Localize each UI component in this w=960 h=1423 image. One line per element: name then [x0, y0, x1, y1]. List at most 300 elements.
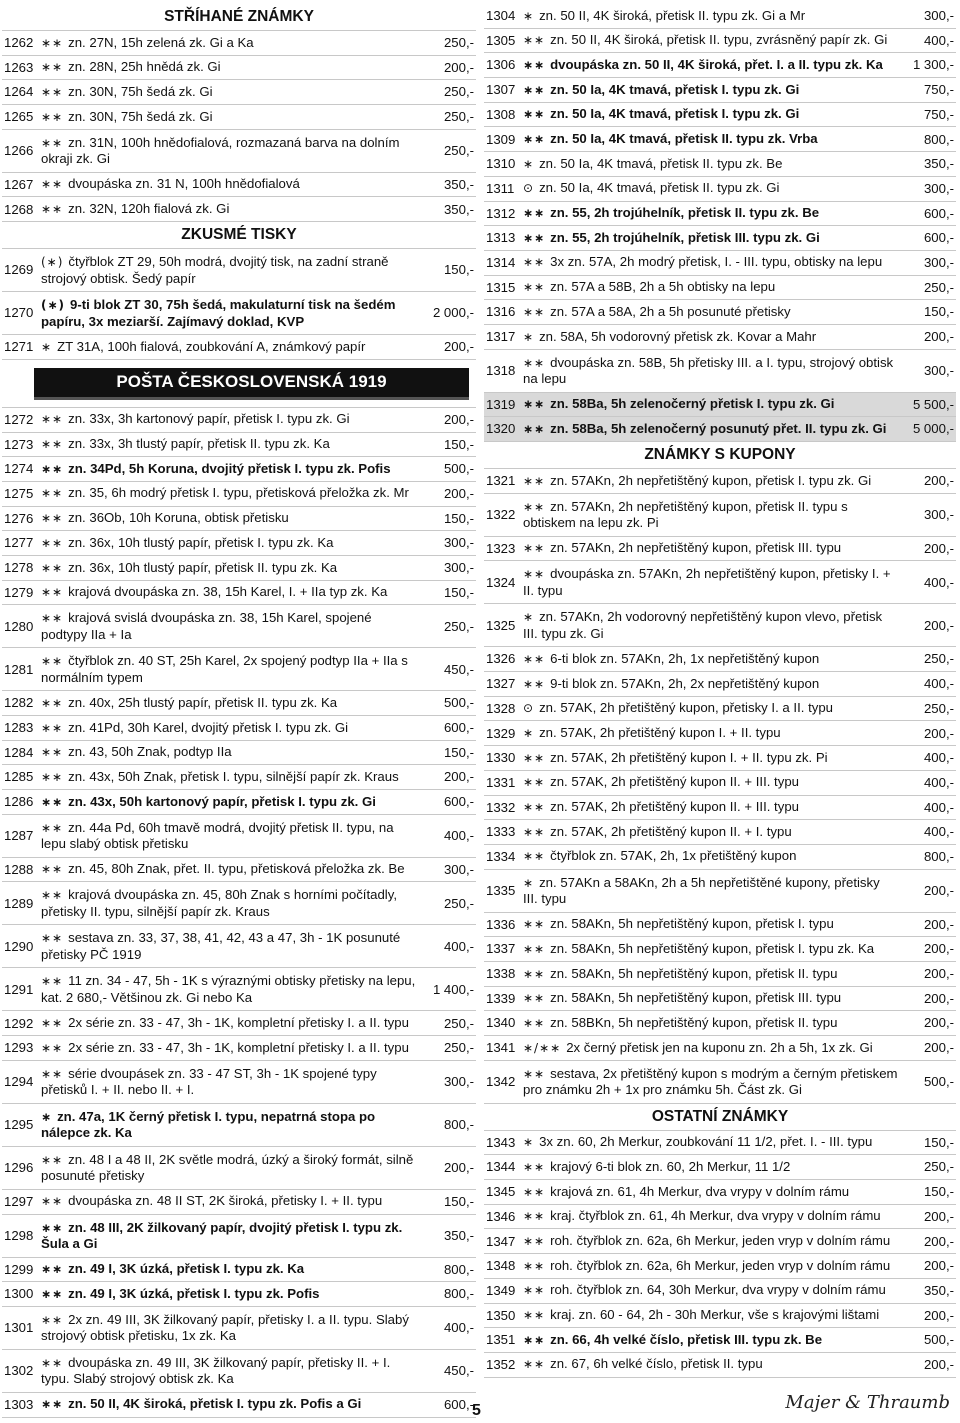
lot-price: 150,- — [923, 304, 954, 320]
lot-price: 200,- — [923, 1233, 954, 1249]
lot-row — [484, 494, 956, 537]
condition-mark: ∗∗ — [523, 280, 546, 295]
lot-row — [2, 556, 476, 581]
signature: Majer & Thraumb — [785, 1392, 950, 1413]
lot-row — [484, 937, 956, 962]
lot-description-cell — [38, 84, 418, 101]
lot-price: 200,- — [443, 1160, 474, 1176]
lot-number: 1300 — [4, 1286, 34, 1302]
condition-mark: ∗∗ — [523, 304, 546, 319]
lot-description-cell — [38, 584, 418, 601]
lot-description-cell — [520, 1184, 898, 1201]
lot-description: zn. 58Ba, 5h zelenočerný přetisk I. typu zk. Gi — [550, 396, 835, 412]
lot-number: 1311 — [486, 180, 515, 196]
lot-description-cell — [38, 436, 418, 453]
condition-mark: ∗∗ — [41, 974, 64, 989]
lot-number: 1332 — [486, 799, 516, 815]
lot-row — [484, 962, 956, 987]
lot-price: 400,- — [923, 574, 954, 590]
lot-number: 1284 — [4, 744, 34, 760]
lot-row — [2, 1215, 476, 1258]
lot-row — [484, 1254, 956, 1279]
condition-mark: ∗∗ — [523, 991, 546, 1006]
lot-row — [484, 1279, 956, 1304]
condition-mark: ∗∗ — [41, 1040, 64, 1055]
lot-description-cell — [38, 1066, 418, 1098]
condition-mark: ∗∗ — [41, 1262, 64, 1277]
lot-description-cell — [38, 35, 418, 52]
lot-price: 800,- — [443, 1117, 474, 1133]
lot-number: 1344 — [486, 1159, 516, 1175]
lot-price: 800,- — [923, 131, 954, 147]
lot-description: zn. 31N, 100h hnědofialová, rozmazaná barva na dolním okraji zk. Gi — [41, 134, 400, 167]
lot-number: 1304 — [486, 8, 516, 24]
lot-description: zn. 57AK, 2h přetištěný kupon, přetisky I. a II. typu — [539, 700, 834, 716]
lot-price: 350,- — [443, 201, 474, 217]
lot-description: 2x černý přetisk jen na kuponu zn. 2h a 5h, 1x zk. Gi — [566, 1039, 873, 1055]
lot-description-cell — [520, 82, 898, 99]
lot-price: 150,- — [443, 744, 474, 760]
condition-mark: ∗∗ — [523, 966, 546, 981]
lot-number: 1294 — [4, 1074, 34, 1090]
lot-row — [484, 672, 956, 697]
condition-mark: ∗∗ — [523, 1357, 546, 1372]
lot-number: 1288 — [4, 861, 34, 877]
lot-description-cell — [520, 1282, 898, 1299]
lot-description: zn. 57AKn, 2h nepřetištěný kupon, přetisk I. typu zk. Gi — [550, 472, 872, 488]
condition-mark: ∗∗ — [523, 473, 546, 488]
lot-number: 1308 — [486, 106, 516, 122]
lot-number: 1283 — [4, 720, 34, 736]
lot-description: zn. 57A a 58B, 2h a 5h obtisky na lepu — [550, 279, 776, 295]
lot-price: 150,- — [443, 584, 474, 600]
lot-row — [2, 1036, 476, 1061]
lot-number: 1262 — [4, 35, 34, 51]
lot-price: 350,- — [923, 1282, 954, 1298]
lot-number: 1347 — [486, 1233, 516, 1249]
condition-mark: ∗∗ — [41, 769, 64, 784]
lot-description: 3x zn. 60, 2h Merkur, zoubkování 11 1/2, přet. I. - III. typu — [539, 1134, 873, 1150]
lot-number: 1307 — [486, 82, 516, 98]
lot-price: 300,- — [923, 8, 954, 24]
lot-number: 1277 — [4, 535, 34, 551]
lot-price: 200,- — [923, 990, 954, 1006]
condition-mark: ∗∗ — [523, 824, 546, 839]
lot-number: 1323 — [486, 540, 516, 556]
condition-mark: ∗∗ — [523, 397, 546, 412]
lot-price: 5 500,- — [912, 396, 954, 412]
condition-mark: ∗∗ — [523, 1159, 546, 1174]
lot-description: zn. 40x, 25h tlustý papír, přetisk II. typu zk. Ka — [68, 694, 338, 710]
lot-row — [484, 177, 956, 202]
lot-description-cell — [38, 411, 418, 428]
lot-price: 200,- — [923, 540, 954, 556]
lot-description: zn. 58Ba, 5h zelenočerný posunutý přet. II. typu zk. Gi — [550, 420, 887, 436]
lot-description-cell — [38, 1109, 418, 1141]
lot-number: 1280 — [4, 618, 34, 634]
lot-description: kraj. zn. 60 - 64, 2h - 30h Merkur, vše s krajovými lištami — [550, 1307, 880, 1323]
lot-description: zn. 50 Ia, 4K tmavá, přetisk I. typu zk. Gi — [550, 81, 800, 97]
condition-mark: ∗∗ — [41, 461, 64, 476]
lot-number: 1272 — [4, 411, 34, 427]
lot-description: zn. 49 I, 3K úzká, přetisk I. typu zk. Ka — [68, 1261, 305, 1277]
lot-description: 11 zn. 34 - 47, 5h - 1K s výraznými obtisky přetisky na lepu, kat. 2 680,- Většinou zk. Gi nebo Ka — [41, 973, 416, 1005]
lot-description: zn. 57AKn a 58AKn, 2h a 5h nepřetištěné kupony, přetisky III. typu — [523, 874, 880, 907]
lot-description-cell — [520, 824, 898, 841]
lot-description-cell — [38, 930, 418, 962]
lot-description-cell — [520, 1258, 898, 1275]
lot-price: 350,- — [923, 156, 954, 172]
condition-mark: ∗∗ — [523, 917, 546, 932]
condition-mark: ∗∗ — [41, 177, 64, 192]
lot-number: 1322 — [486, 506, 516, 522]
lot-description-cell — [38, 254, 418, 286]
lot-row — [484, 78, 956, 103]
lot-row — [484, 251, 956, 276]
lot-description-cell — [38, 887, 418, 919]
lot-row — [484, 845, 956, 870]
lot-price: 2 000,- — [432, 305, 474, 321]
lot-description-cell — [38, 176, 418, 193]
lot-number: 1267 — [4, 176, 34, 192]
lot-price: 150,- — [923, 1184, 954, 1200]
lot-number: 1290 — [4, 938, 34, 954]
lot-description: sestava, 2x přetištěný kupon s modrým a černým přetiskem pro známku 2h + 1x pro známku 5h. Část zk. Gi — [523, 1065, 898, 1098]
lot-price: 200,- — [923, 725, 954, 741]
lot-description-cell — [520, 304, 898, 321]
lot-price: 400,- — [923, 824, 954, 840]
lot-description: zn. 48 I a 48 II, 2K světle modrá, úzký a široký formát, silně posunuté přetisky — [41, 1151, 414, 1184]
condition-mark: ∗∗ — [41, 1152, 64, 1167]
condition-mark: ∗∗ — [523, 775, 546, 790]
lot-row — [484, 350, 956, 393]
lot-price: 250,- — [443, 109, 474, 125]
lot-description-cell — [520, 180, 898, 197]
lot-description-cell — [520, 875, 898, 907]
lot-description: zn. 58AKn, 5h nepřetištěný kupon, přetisk II. typu — [550, 965, 838, 981]
condition-mark: ∗∗ — [41, 1194, 64, 1209]
lot-price: 350,- — [443, 176, 474, 192]
condition-mark: ∗∗ — [41, 585, 64, 600]
condition-mark: ∗∗ — [523, 651, 546, 666]
lot-price: 200,- — [923, 473, 954, 489]
lot-description-cell — [38, 461, 418, 478]
lot-number: 1301 — [4, 1320, 34, 1336]
lot-row — [2, 482, 476, 507]
condition-mark: ∗ — [41, 339, 53, 354]
lot-description-cell — [38, 1193, 418, 1210]
lot-description-cell — [38, 1396, 418, 1413]
condition-mark: ∗∗ — [523, 355, 546, 370]
lot-number: 1326 — [486, 651, 516, 667]
lot-row — [484, 226, 956, 251]
lot-description: zn. 57AK, 2h přetištěný kupon I. + II. typu zk. Pi — [550, 749, 828, 765]
lot-description-cell — [38, 1152, 418, 1184]
lot-row — [2, 790, 476, 815]
lot-description: zn. 48 III, 2K žilkovaný papír, dvojitý přetisk I. typu zk. Šula a Gi — [41, 1219, 403, 1251]
lot-price: 400,- — [923, 799, 954, 815]
lot-row — [2, 968, 476, 1011]
lot-number: 1268 — [4, 201, 34, 217]
lot-description-cell — [520, 990, 898, 1007]
lot-price: 250,- — [443, 895, 474, 911]
condition-mark: ∗∗ — [523, 107, 546, 122]
condition-mark: ∗∗ — [523, 1332, 546, 1347]
lot-number: 1339 — [486, 990, 516, 1006]
lot-row — [2, 507, 476, 532]
lot-description: 2x zn. 49 III, 3K žilkovaný papír, přetisky I. a II. typu. Slabý strojový obtisk přetisku, 1x zk. Ka — [41, 1311, 409, 1344]
lot-row — [2, 31, 476, 56]
lot-number: 1315 — [486, 279, 516, 295]
lot-description: zn. 50 Ia, 4K tmavá, přetisk I. typu zk. Gi — [550, 106, 800, 122]
lot-number: 1298 — [4, 1227, 34, 1243]
condition-mark: ⊙ — [523, 181, 535, 196]
lot-row — [2, 457, 476, 482]
lot-description-cell — [520, 156, 898, 173]
condition-mark: ∗∗ — [41, 611, 64, 626]
page-number: 5 — [472, 1402, 481, 1419]
lot-description: roh. čtyřblok zn. 62a, 6h Merkur, jeden vryp v dolním rámu — [550, 1233, 891, 1249]
lot-description-cell — [38, 610, 418, 642]
lot-description: zn. 36Ob, 10h Koruna, obtisk přetisku — [68, 510, 289, 526]
lot-price: 200,- — [923, 941, 954, 957]
lot-price: 200,- — [443, 339, 474, 355]
condition-mark: ∗∗ — [41, 820, 64, 835]
lot-description: zn. 35, 6h modrý přetisk I. typu, přetisková přeložka zk. Mr — [68, 485, 409, 501]
condition-mark: ∗∗ — [523, 1015, 546, 1030]
lot-description-cell — [520, 131, 898, 148]
lot-price: 150,- — [443, 436, 474, 452]
lot-description: zn. 33x, 3h kartonový papír, přetisk I. typu zk. Gi — [68, 411, 350, 427]
lot-description: zn. 43x, 50h Znak, přetisk I. typu, silnější papír zk. Kraus — [68, 768, 399, 784]
condition-mark: ∗∗ — [41, 1066, 64, 1081]
condition-mark: ∗∗ — [523, 421, 546, 436]
lot-price: 600,- — [443, 794, 474, 810]
condition-mark: ∗∗ — [41, 1355, 64, 1370]
lot-description-cell — [520, 1233, 898, 1250]
condition-mark: ∗∗ — [523, 676, 546, 691]
condition-mark: ∗∗ — [41, 745, 64, 760]
condition-mark: ∗∗ — [523, 1184, 546, 1199]
lot-description: dvoupáska zn. 49 III, 3K žilkovaný papír, přetisky II. + I. typu. Slabý strojový obtisk zk. Ka — [41, 1354, 391, 1387]
lot-price: 300,- — [443, 535, 474, 551]
lot-description-cell — [520, 750, 898, 767]
lot-description-cell — [520, 966, 898, 983]
lot-number: 1282 — [4, 695, 34, 711]
lot-row — [2, 1258, 476, 1283]
condition-mark: ∗∗ — [523, 541, 546, 556]
lot-row — [484, 1011, 956, 1036]
lot-description-cell — [520, 676, 898, 693]
lot-description-cell — [520, 8, 898, 25]
condition-mark: (∗) — [41, 298, 66, 313]
lot-price: 200,- — [923, 1208, 954, 1224]
lot-number: 1338 — [486, 966, 516, 982]
lot-description: zn. 47a, 1K černý přetisk I. typu, nepatrná stopa po nálepce zk. Ka — [41, 1108, 376, 1141]
condition-mark: ∗∗ — [41, 135, 64, 150]
lot-description-cell — [520, 254, 898, 271]
lot-row — [484, 1328, 956, 1353]
lot-description-cell — [38, 1286, 418, 1303]
lot-number: 1263 — [4, 59, 34, 75]
condition-mark: ∗∗ — [523, 567, 546, 582]
lot-description-cell — [520, 700, 898, 717]
lot-row — [2, 408, 476, 433]
lot-number: 1271 — [4, 339, 34, 355]
lot-row — [484, 103, 956, 128]
lot-description-cell — [38, 59, 418, 76]
lot-description: zn. 57AKn, 2h vodorovný nepřetištěný kupon vlevo, přetisk III. typu zk. Gi — [523, 609, 883, 641]
lot-number: 1274 — [4, 461, 34, 477]
lot-description-cell — [520, 774, 898, 791]
lot-row — [484, 561, 956, 604]
lot-description: krajová dvoupáska zn. 45, 80h Znak s horními počítadly, přetisky II. typu, silnější papír zk. Kraus — [41, 887, 397, 919]
lot-row — [2, 1393, 476, 1418]
right-column — [484, 4, 956, 1378]
lot-description-cell — [520, 396, 898, 413]
lot-row — [484, 152, 956, 177]
lot-number: 1321 — [486, 473, 516, 489]
lot-description-cell — [520, 499, 898, 531]
lot-price: 150,- — [443, 1193, 474, 1209]
lot-description: zn. 43, 50h Znak, podtyp IIa — [68, 744, 232, 760]
lot-number: 1320 — [486, 421, 516, 437]
lot-description-cell — [520, 1307, 898, 1324]
lot-description-cell — [520, 566, 898, 598]
condition-mark: ∗∗ — [41, 1312, 64, 1327]
lot-row — [484, 771, 956, 796]
condition-mark: ∗∗ — [41, 931, 64, 946]
lot-row — [484, 4, 956, 29]
lot-description-cell — [38, 861, 418, 878]
condition-mark: ∗ — [523, 1135, 535, 1150]
lot-price: 300,- — [923, 506, 954, 522]
lot-description-cell — [520, 355, 898, 387]
lot-description-cell — [520, 1208, 898, 1225]
lot-description-cell — [38, 794, 418, 811]
lot-number: 1329 — [486, 725, 516, 741]
lot-row — [484, 469, 956, 494]
lot-price: 150,- — [443, 262, 474, 278]
condition-mark: ∗∗ — [523, 1308, 546, 1323]
lot-description-cell — [38, 973, 418, 1005]
lot-description: zn. 55, 2h trojúhelník, přetisk II. typu zk. Be — [550, 205, 820, 221]
lot-number: 1341 — [486, 1040, 516, 1056]
lot-price: 200,- — [923, 966, 954, 982]
section-heading: OSTATNÍ ZNÁMKY — [484, 1104, 956, 1131]
lot-row — [2, 716, 476, 741]
lot-row — [484, 393, 956, 418]
lot-price: 250,- — [923, 1159, 954, 1175]
lot-price: 500,- — [443, 695, 474, 711]
condition-mark: ∗∗ — [523, 1066, 546, 1081]
lot-description: zn. 33x, 3h tlustý papír, přetisk II. typu zk. Ka — [68, 436, 330, 452]
lot-number: 1289 — [4, 895, 34, 911]
lot-row — [2, 197, 476, 222]
lot-description-cell — [520, 1159, 898, 1176]
condition-mark: ∗ — [523, 156, 535, 171]
lot-price: 1 300,- — [912, 57, 954, 73]
condition-mark: ∗∗ — [523, 1258, 546, 1273]
lot-number: 1342 — [486, 1073, 516, 1089]
lot-description-cell — [38, 109, 418, 126]
lot-row — [484, 1180, 956, 1205]
lot-row — [2, 925, 476, 968]
lot-description-cell — [520, 473, 898, 490]
lot-price: 300,- — [443, 560, 474, 576]
lot-row — [2, 741, 476, 766]
lot-description: kraj. čtyřblok zn. 61, 4h Merkur, dva vrypy v dolním rámu — [550, 1208, 881, 1224]
lot-price: 450,- — [443, 1363, 474, 1379]
condition-mark: ∗∗ — [523, 132, 546, 147]
lot-description-cell — [38, 1220, 418, 1252]
lot-price: 250,- — [923, 700, 954, 716]
lot-number: 1270 — [4, 305, 34, 321]
lot-description: zn. 30N, 75h šedá zk. Gi — [68, 108, 213, 124]
lot-number: 1295 — [4, 1117, 34, 1133]
section-heading: STŘÍHANÉ ZNÁMKY — [2, 4, 476, 31]
lot-row — [484, 913, 956, 938]
lot-description-cell — [520, 1040, 898, 1057]
lot-number: 1319 — [486, 396, 516, 412]
lot-description: zn. 50 Ia, 4K tmavá, přetisk II. typu zk. Gi — [539, 180, 780, 196]
lot-row — [484, 1205, 956, 1230]
lot-price: 300,- — [923, 254, 954, 270]
condition-mark: ∗∗ — [523, 750, 546, 765]
lot-number: 1278 — [4, 560, 34, 576]
lot-number: 1303 — [4, 1396, 34, 1412]
lot-description: zn. 34Pd, 5h Koruna, dvojitý přetisk I. typu zk. Pofis — [68, 460, 391, 476]
lot-description: zn. 36x, 10h tlustý papír, přetisk II. typu zk. Ka — [68, 559, 338, 575]
condition-mark: ∗∗ — [41, 109, 64, 124]
lot-description-cell — [38, 820, 418, 852]
condition-mark: ∗∗ — [41, 535, 64, 550]
lot-row — [2, 1011, 476, 1036]
lot-number: 1269 — [4, 262, 34, 278]
left-column — [2, 4, 476, 1418]
lot-description-cell — [38, 297, 418, 329]
lot-description: krajový 6-ti blok zn. 60, 2h Merkur, 11 1/2 — [550, 1158, 791, 1174]
condition-mark: ∗ — [523, 875, 535, 890]
lot-description-cell — [520, 799, 898, 816]
lot-description: roh. čtyřblok zn. 62a, 6h Merkur, jeden vryp v dolním rámu — [550, 1257, 891, 1273]
lot-description: ZT 31A, 100h fialová, zoubkování A, známkový papír — [57, 338, 366, 354]
lot-description: zn. 50 Ia, 4K tmavá, přetisk II. typu zk. Be — [539, 155, 783, 171]
section-banner: POŠTA ČESKOSLOVENSKÁ 1919 — [34, 368, 469, 400]
condition-mark: ∗∗ — [41, 437, 64, 452]
lot-number: 1296 — [4, 1160, 34, 1176]
lot-price: 200,- — [923, 1307, 954, 1323]
lot-description-cell — [520, 1066, 898, 1098]
lot-row — [484, 604, 956, 647]
condition-mark: ∗∗ — [41, 486, 64, 501]
lot-description-cell — [38, 695, 418, 712]
lot-row — [2, 1307, 476, 1350]
lot-row — [2, 648, 476, 691]
lot-number: 1316 — [486, 304, 516, 320]
lot-description: dvoupáska zn. 48 II ST, 2K široká, přetisky I. + II. typu — [68, 1193, 383, 1209]
lot-description-cell — [38, 1261, 418, 1278]
lot-description: zn. 28N, 25h hnědá zk. Gi — [68, 59, 221, 75]
lot-description: zn. 57AK, 2h přetištěný kupon I. + II. typu — [539, 725, 781, 741]
lot-description: krajová svislá dvoupáska zn. 38, 15h Karel, spojené podtypy IIa + Ia — [41, 610, 372, 642]
condition-mark: ∗ — [523, 329, 535, 344]
lot-number: 1333 — [486, 824, 516, 840]
lot-description-cell — [38, 744, 418, 761]
lot-row — [2, 105, 476, 130]
lot-row — [2, 1282, 476, 1307]
condition-mark: ∗∗ — [523, 230, 546, 245]
